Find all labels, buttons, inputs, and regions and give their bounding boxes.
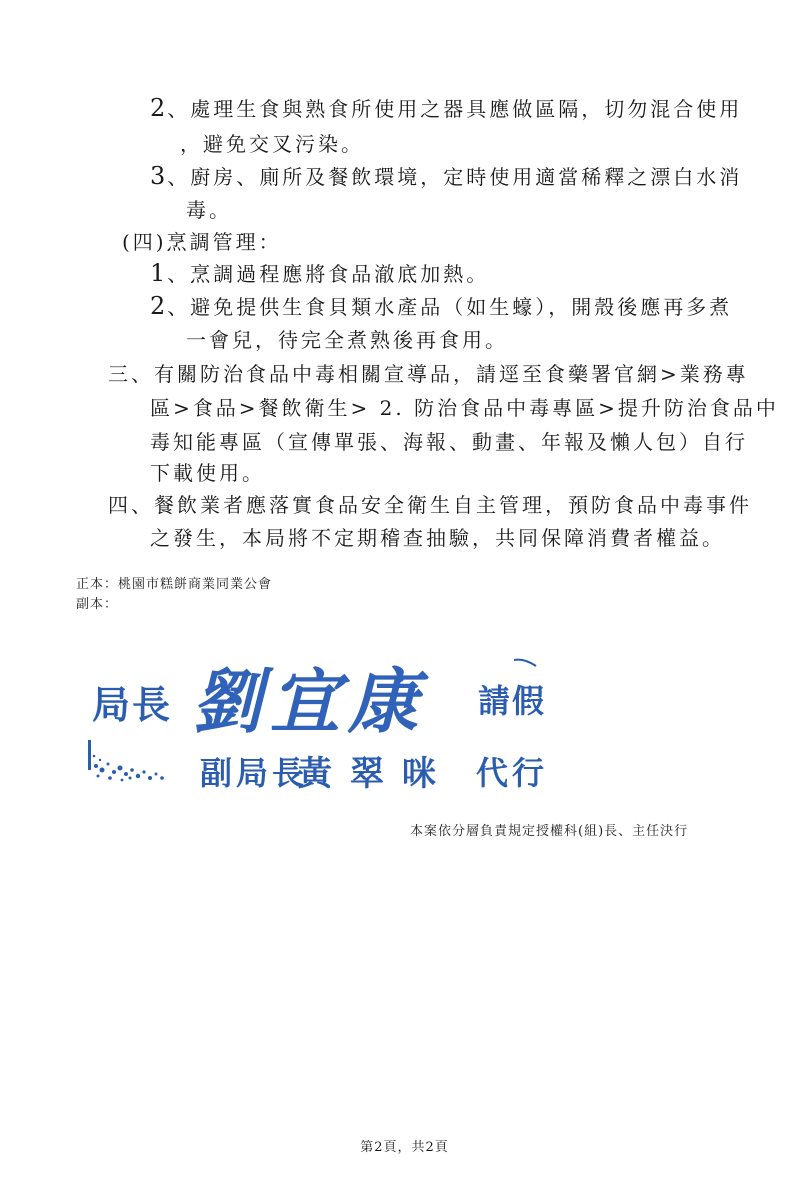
item-2-text: 、處理生食與熟食所使用之器具應做區隔，切勿混合使用 (167, 97, 743, 121)
section-4-heading: (四)烹調管理： (122, 230, 282, 254)
leave-note: 請假 (478, 682, 547, 720)
cook-item-2-continuation: 一會兒，待完全煮熟後再食用。 (186, 328, 508, 352)
cook-item-2-text: 、避免提供生食貝類水產品（如生蠔），開殼後應再多煮 (167, 295, 733, 319)
stamp-stroke-mark (512, 656, 538, 668)
paragraph-3-line-2: 區>食品>餐飲衛生> 2. 防治食品中毒專區>提升防治食品中 (150, 396, 779, 420)
director-name: 劉宜康 (192, 660, 426, 743)
paragraph-3-line-3: 毒知能專區（宣傳單張、海報、動畫、年報及懶人包）自行 (150, 430, 748, 454)
director-title: 局長 (92, 682, 173, 727)
authorization-note: 本案依分層負責規定授權科(組)長、主任決行 (410, 824, 689, 839)
cook-item-2-number: 2 (150, 292, 166, 320)
cook-item-1-number: 1 (150, 259, 166, 287)
paragraph-4-line-2: 之發生，本局將不定期稽查抽驗，共同保障消費者權益。 (150, 526, 725, 550)
item-3-number: 3 (150, 162, 166, 190)
item-2-number: 2 (150, 94, 166, 122)
item-3-line (150, 164, 742, 189)
paragraph-3-line-4: 下載使用。 (150, 461, 265, 485)
paragraph-3-line-1: 三、有關防治食品中毒相關宣導品，請逕至食藥署官網>業務專 (108, 362, 749, 386)
deputy-title: 副局長 (200, 754, 309, 792)
item-3-continuation: 毒。 (186, 198, 232, 222)
cook-item-1-line (150, 261, 489, 286)
paragraph-4-line-1: 四、餐飲業者應落實食品安全衛生自主管理，預防食品中毒事件 (108, 493, 752, 517)
item-3-text: 、廚房、廁所及餐飲環境，定時使用適當稀釋之漂白水消 (167, 165, 743, 189)
item-2-continuation: ，避免交叉污染。 (180, 132, 364, 156)
cook-item-1-text: 、烹調過程應將食品澈底加熱。 (167, 262, 490, 286)
deputy-name: 黃翠咪 (298, 754, 454, 794)
stamp-speckle-mark (86, 736, 168, 782)
cook-item-2-line (150, 294, 732, 319)
item-2-line (150, 96, 742, 121)
page-footer: 第2頁，共2頁 (360, 1140, 449, 1155)
recipient-copy: 副本： (76, 597, 119, 612)
acting-label: 代行 (476, 754, 549, 792)
recipient-original: 正本：桃園市糕餅商業同業公會 (76, 577, 273, 592)
